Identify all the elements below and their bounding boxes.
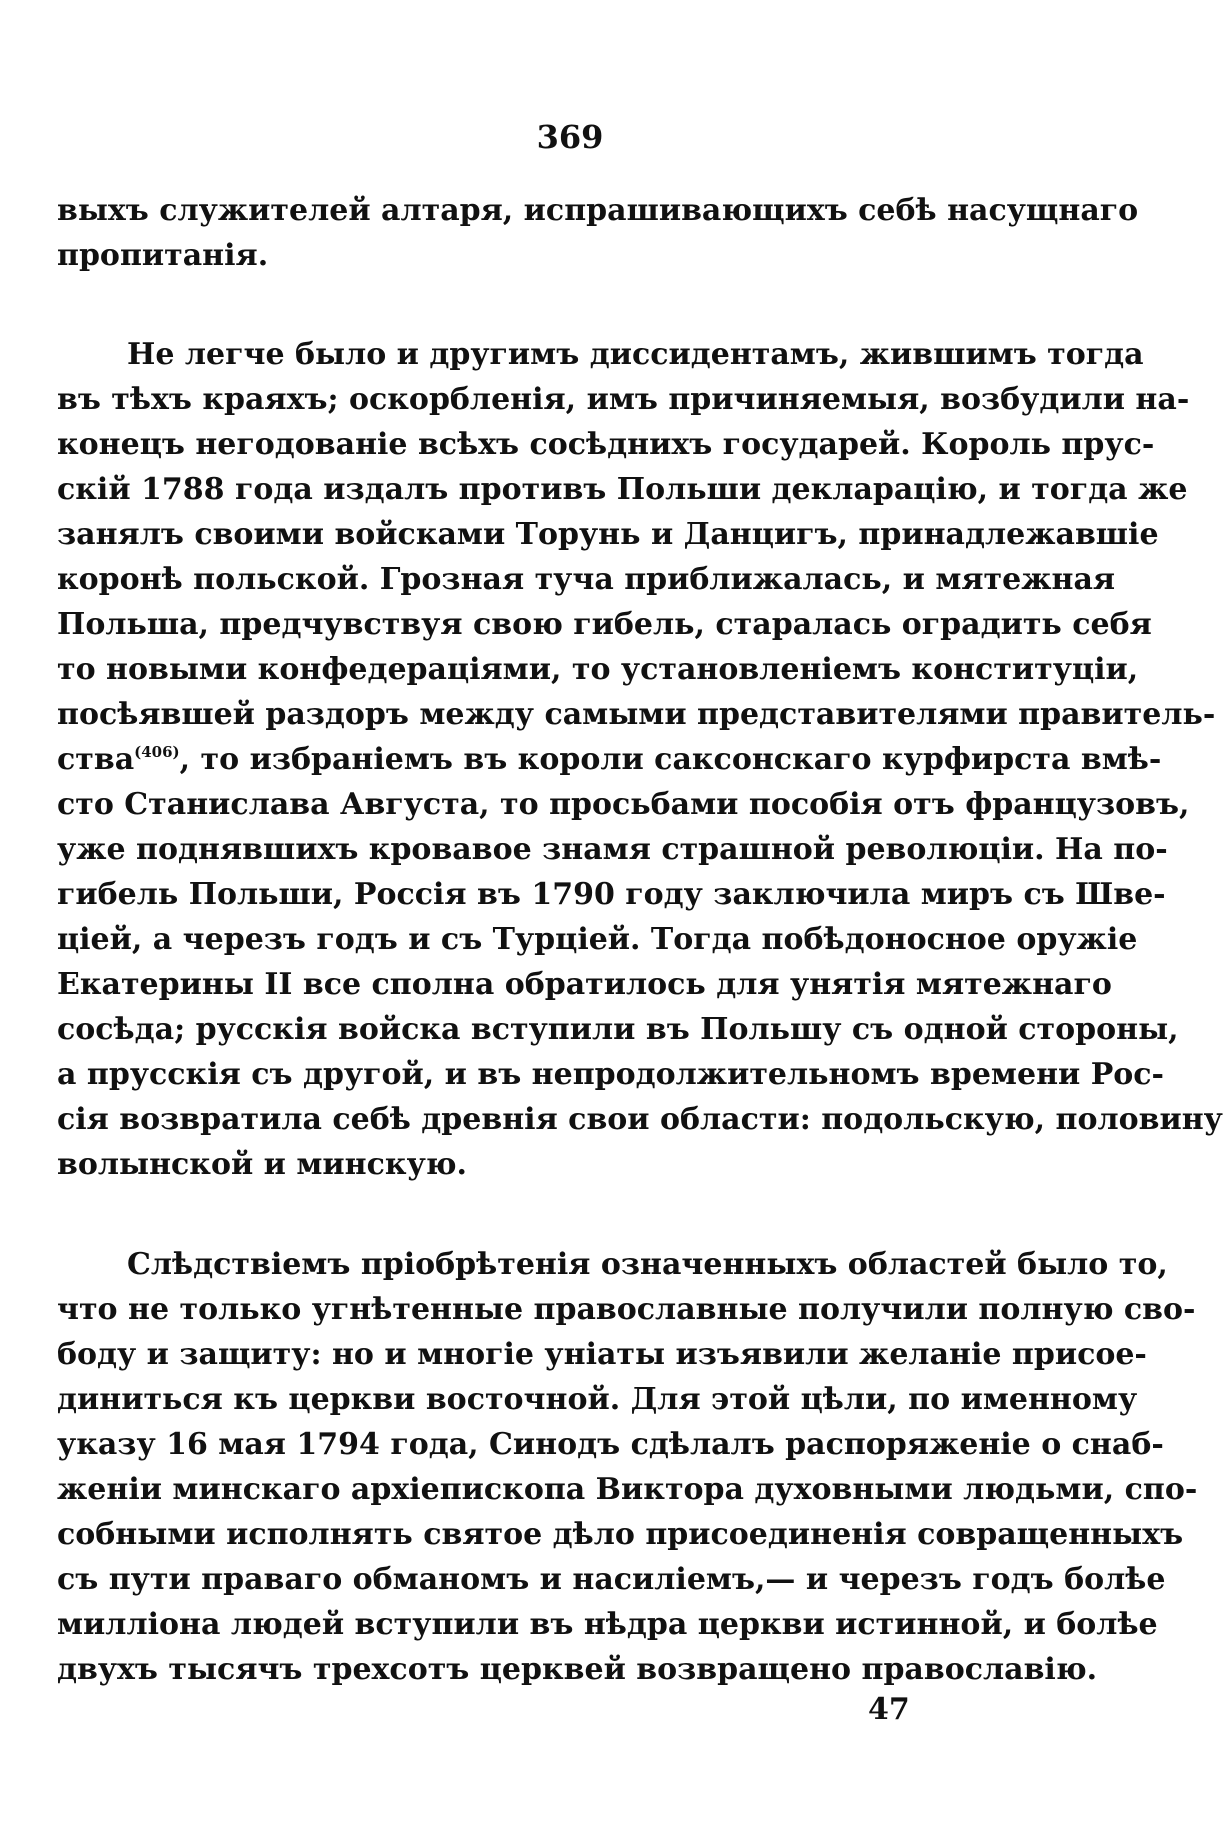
text-line: двухъ тысячъ трехсотъ церквей возвращено православію. [57,1652,1098,1687]
text-line: Польша, предчувствуя свою гибель, старалась оградить себя [57,607,1152,642]
text-line: ціей, а черезъ годъ и съ Турціей. Тогда побѣдоносное оружіе [57,922,1138,957]
text-line: сто Станислава Августа, то просьбами пособія отъ французовъ, [57,787,1190,822]
text-line: пропитанія. [57,238,269,273]
text-fragment: то избраніемъ въ короли саксонскаго курфирста вмѣ- [200,742,1162,777]
text-fragment: ства [57,742,135,777]
text-line: то новыми конфедераціями, то установленіемъ конституціи, [57,652,1139,687]
text-line: съ пути праваго обманомъ и насиліемъ,— и черезъ годъ болѣе [57,1562,1166,1597]
paragraph-dissidents [57,332,1223,1187]
text-line-with-footnote: ства$^{(406)}$, то избраніемъ въ короли саксонскаго курфирста вмѣ- [57,742,1162,777]
paragraph-continuation [57,188,1139,278]
text-line: сосѣда; русскія войска вступили въ Польшу съ одной стороны, [57,1012,1179,1047]
text-line: указу 16 мая 1794 года, Синодъ сдѣлалъ распоряженіе о снаб- [57,1427,1164,1462]
text-line: милліона людей вступили въ нѣдра церкви истинной, и болѣе [57,1607,1158,1642]
text-line: Слѣдствіемъ пріобрѣтенія означенныхъ областей было то, [127,1247,1168,1282]
page-number: 369 [536,118,604,156]
text-line: выхъ служителей алтаря, испрашивающихъ себѣ насущнаго [57,193,1139,228]
text-line: скій 1788 года издалъ противъ Польши декларацію, и тогда же [57,472,1188,507]
text-line: Не легче было и другимъ диссидентамъ, жившимъ тогда [127,337,1144,372]
text-line: собными исполнять святое дѣло присоединенія совращенныхъ [57,1517,1184,1552]
paragraph-consequences [57,1242,1198,1692]
text-line: диниться къ церкви восточной. Для этой цѣли, по именному [57,1382,1138,1417]
text-line: уже поднявшихъ кровавое знамя страшной революціи. На по- [57,832,1168,867]
printer-signature-mark: 47 [868,1692,910,1727]
text-line: а прусскія съ другой, и въ непродолжительномъ времени Рос- [57,1057,1165,1092]
text-line: Екатерины II все сполна обратилось для унятія мятежнаго [57,967,1112,1002]
text-line: посѣявшей раздоръ между самыми представителями правитель- [57,697,1216,732]
text-line: коронѣ польской. Грозная туча приближалась, и мятежная [57,562,1116,597]
text-line: что не только угнѣтенные православные получили полную сво- [57,1292,1196,1327]
text-line: гибель Польши, Россія въ 1790 году заключила миръ съ Шве- [57,877,1166,912]
text-line: волынской и минскую. [57,1147,467,1182]
text-line: въ тѣхъ краяхъ; оскорбленія, имъ причиняемыя, возбудили на- [57,382,1190,417]
footnote-reference: (406) [134,743,180,761]
text-line: сія возвратила себѣ древнія свои области: подольскую, половину [57,1102,1223,1137]
text-line: боду и защиту: но и многіе уніаты изъявили желаніе присое- [57,1337,1147,1372]
text-line: конецъ негодованіе всѣхъ сосѣднихъ государей. Король прус- [57,427,1155,462]
text-line: занялъ своими войсками Торунь и Данцигъ, принадлежавшіе [57,517,1159,552]
text-line: женіи минскаго архіепископа Виктора духовными людьми, спо- [57,1472,1198,1507]
